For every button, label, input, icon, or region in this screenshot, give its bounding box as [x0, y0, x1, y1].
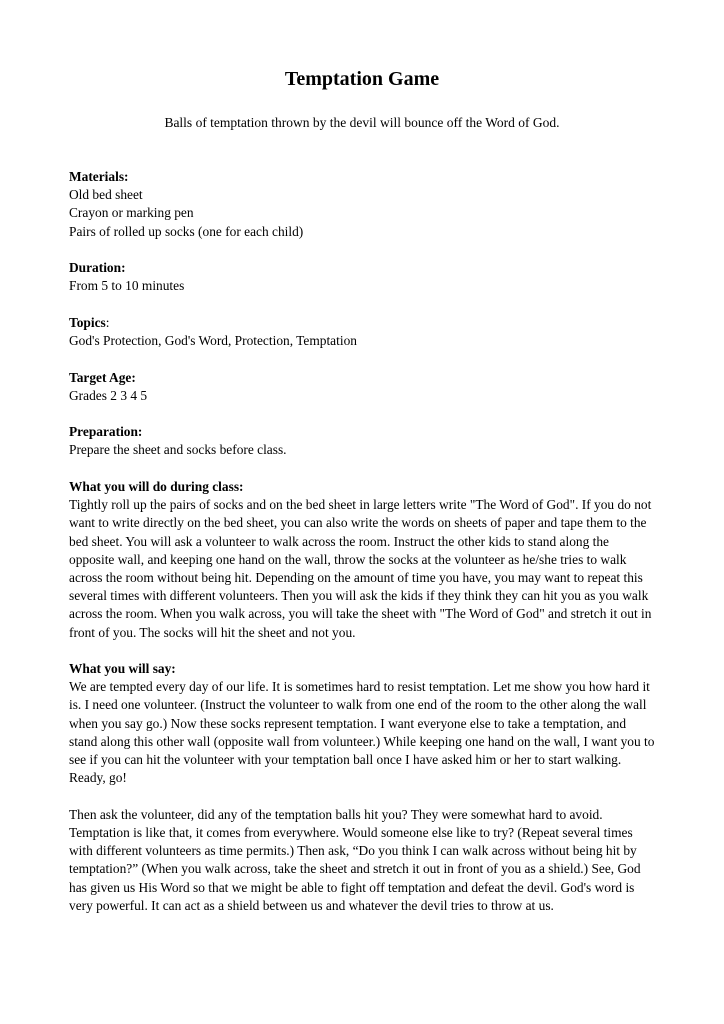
page-title: Temptation Game: [284, 68, 440, 90]
preparation-heading: Preparation:: [69, 424, 143, 440]
preparation-text: Prepare the sheet and socks before class.: [69, 442, 287, 458]
preparation-section: [69, 423, 656, 459]
topics-heading-colon: :: [105, 314, 110, 330]
what-say-heading: What you will say:: [69, 661, 176, 677]
duration-text: From 5 to 10 minutes: [69, 278, 185, 294]
page-subtitle: Balls of temptation thrown by the devil will bounce off the Word of God.: [164, 115, 560, 130]
during-class-heading: What you will do during class:: [69, 478, 244, 494]
materials-item: Old bed sheet: [69, 187, 143, 203]
duration-heading: Duration:: [69, 260, 126, 276]
what-say-section: [69, 660, 656, 915]
target-age-section: [69, 369, 656, 405]
during-class-section: [69, 478, 656, 642]
document-body: [69, 168, 656, 933]
topics-heading: [69, 314, 656, 332]
materials-heading: Materials:: [69, 169, 129, 184]
target-age-heading: Target Age:: [69, 369, 136, 385]
topics-text: God's Protection, God's Word, Protection, Temptation: [69, 333, 357, 349]
target-age-text: Grades 2 3 4 5: [69, 387, 148, 403]
materials-section: [69, 168, 656, 241]
materials-item: Pairs of rolled up socks (one for each child): [69, 223, 304, 239]
materials-item: Crayon or marking pen: [69, 205, 194, 221]
what-say-paragraph: Then ask the volunteer, did any of the temptation balls hit you? They were somewhat hard to avoid. Temptation is like that, it comes from everywhere. Would someone else like to try? (Repeat several times with different volunteers as time permits.) Then ask, “Do you think I can walk across without being hit by temptation?” (When you walk across, take the sheet and stretch it out in front of you as a shield.) See, God has given us His Word so that we might be able to fight off temptation and defeat the devil. God's word is very powerful. It can act as a shield between us and whatever the devil tries to throw at us.: [69, 806, 641, 913]
topics-section: [69, 314, 656, 350]
during-class-text: Tightly roll up the pairs of socks and on the bed sheet in large letters write "The Word of God". If you do not want to write directly on the bed sheet, you can also write the words on sheets of paper and tape them to the bed sheet. You will ask a volunteer to walk across the room. Instruct the other kids to stand along the opposite wall, and keeping one hand on the wall, throw the socks at the volunteer as he/she tries to walk across the room without being hit. Depending on the amount of time you have, you may want to repeat this several times with different volunteers. Then you will ask the kids if they think they can hit you as you walk across the room. When you walk across, you will take the sheet with "The Word of God" and stretch it out in front of you. The socks will hit the sheet and not you.: [69, 497, 652, 640]
duration-section: [69, 259, 656, 295]
topics-heading-label: Topics: [69, 314, 106, 330]
what-say-paragraph: We are tempted every day of our life. It is sometimes hard to resist temptation. Let me show you how hard it is. I need one volunteer. (Instruct the volunteer to walk from one end of the room to the other along the wall when you say go.) Now these socks represent temptation. I want everyone else to take a temptation, and stand along this other wall (opposite wall from volunteer.) While keeping one hand on the wall, I want you to see if you can hit the volunteer with your temptation ball once I have asked him or her to start walking. Ready, go!: [69, 679, 655, 786]
